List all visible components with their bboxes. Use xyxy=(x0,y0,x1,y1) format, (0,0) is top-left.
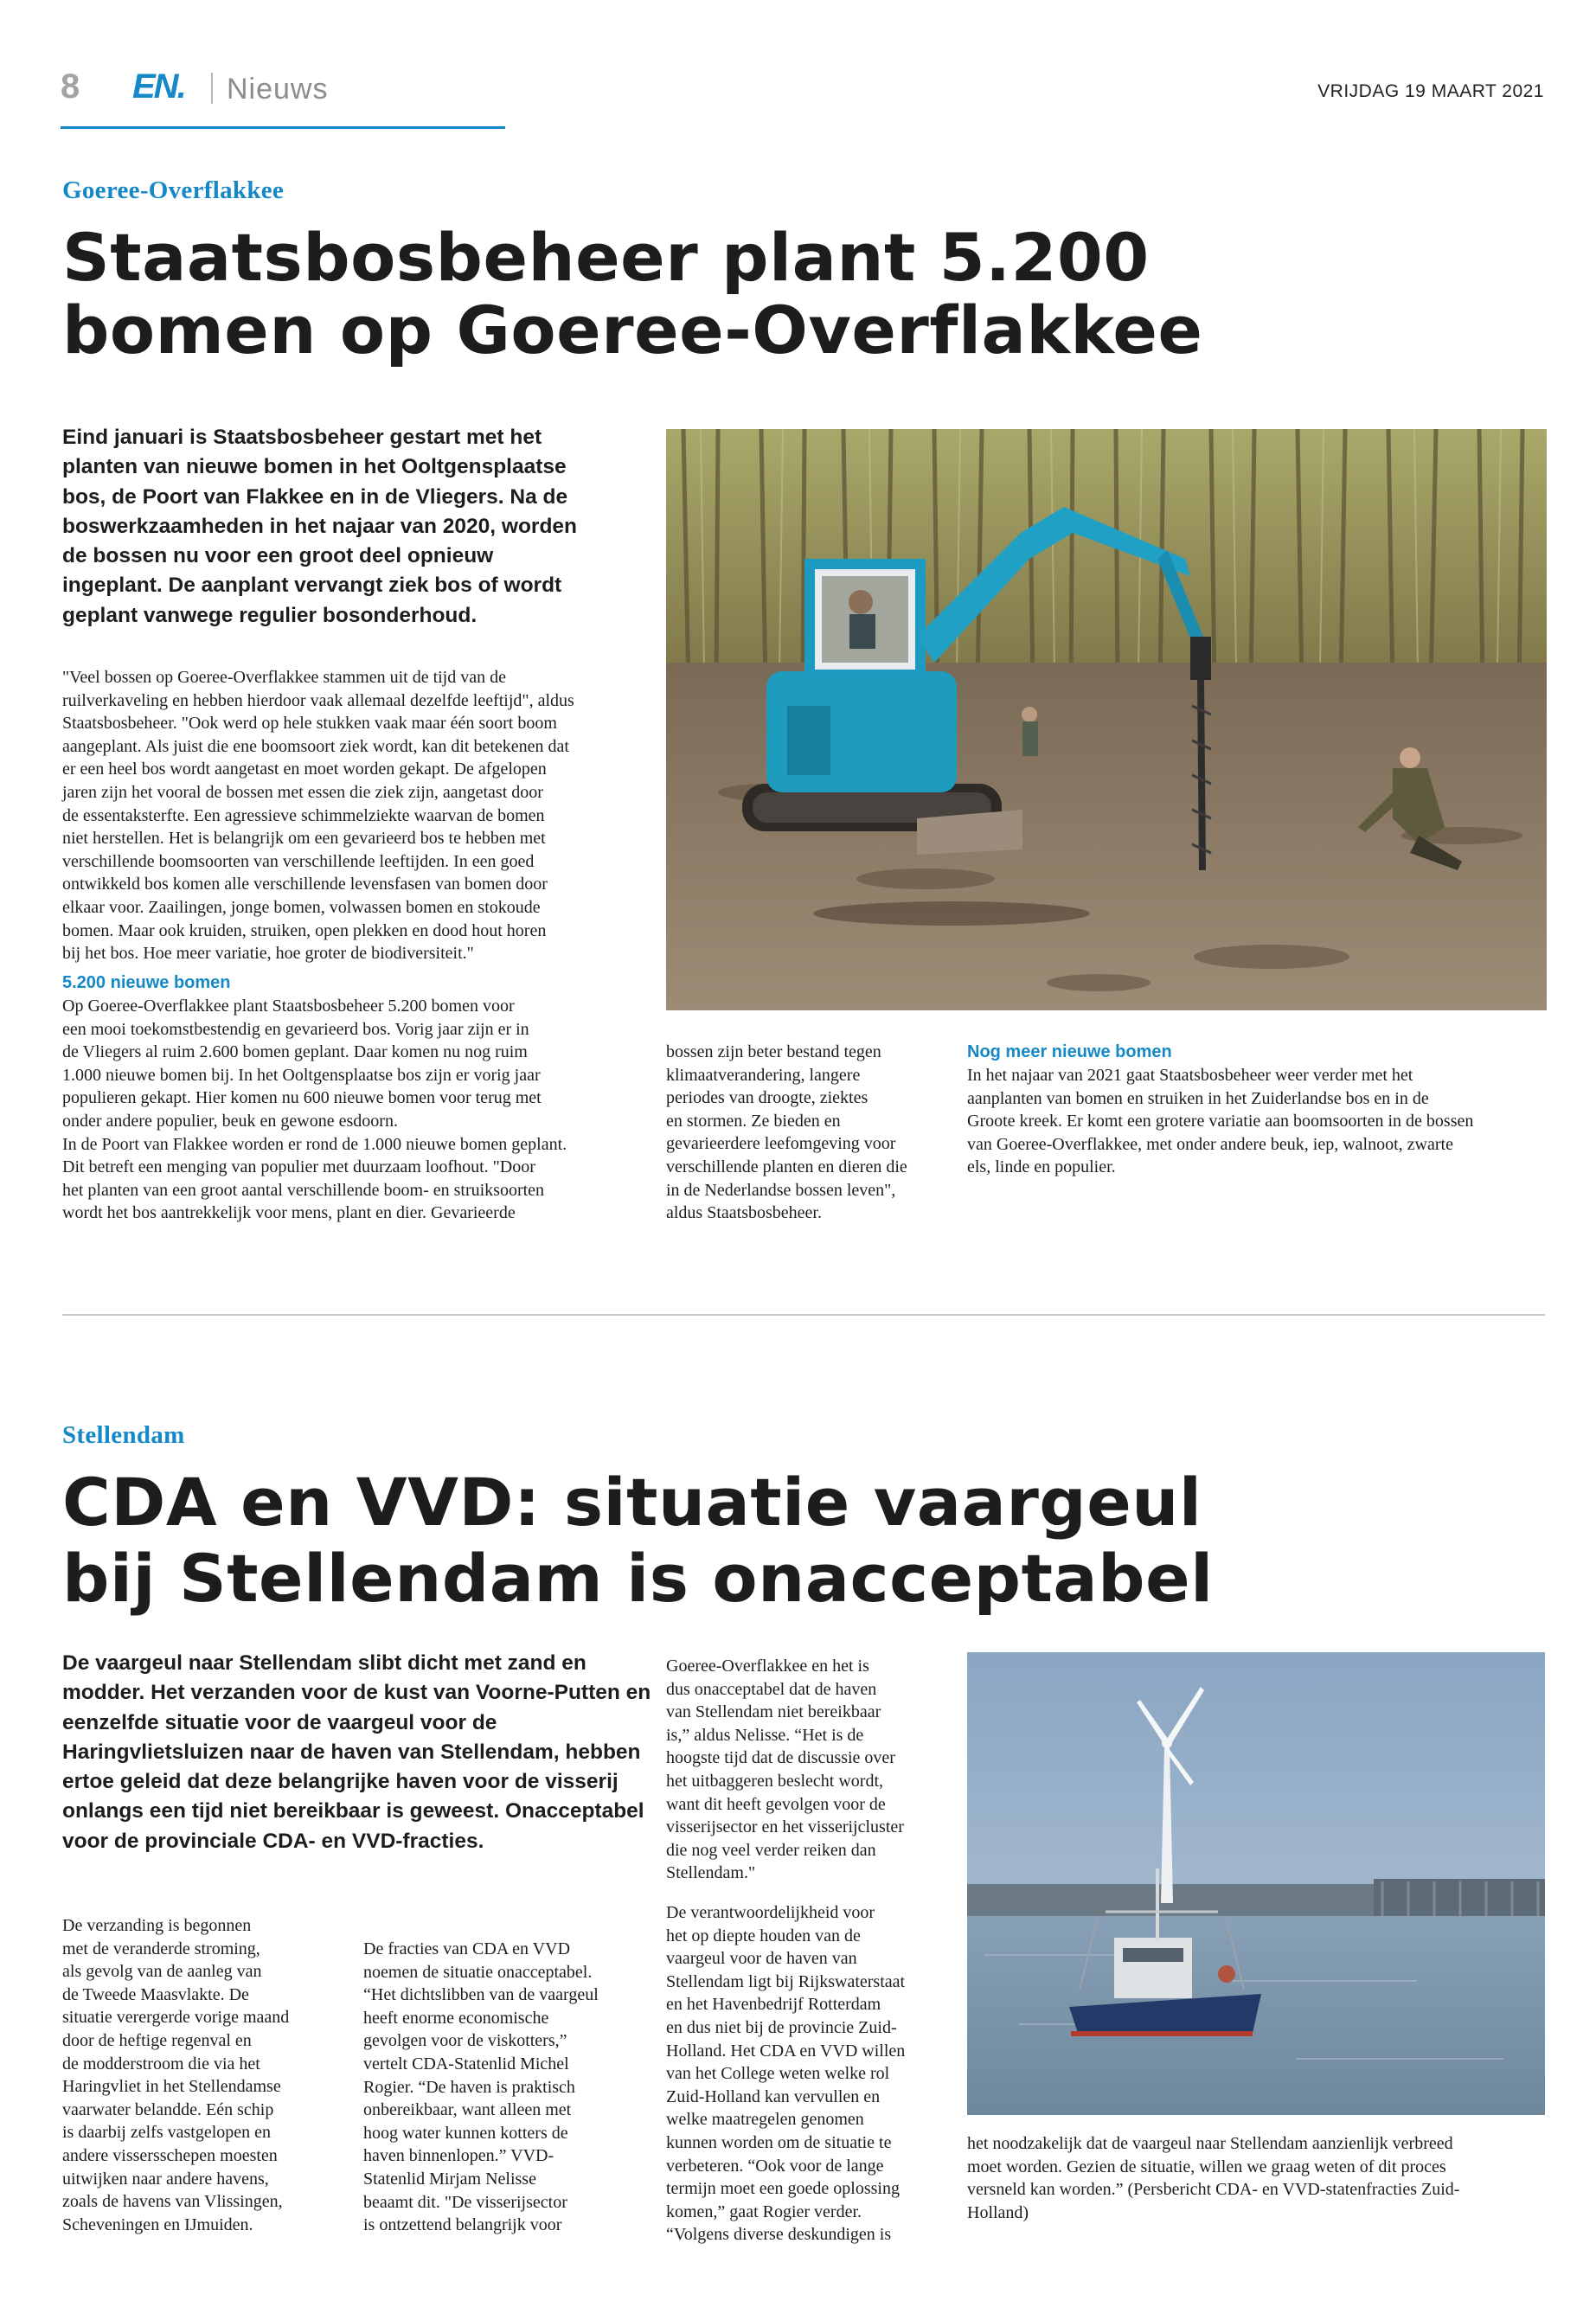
article2-kicker: Stellendam xyxy=(62,1421,185,1449)
article2-headline-line2: bij Stellendam is onacceptabel xyxy=(62,1540,1214,1617)
article1-body-col1b: Op Goeree-Overflakkee plant Staatsbosbeheer 5.200 bomen voor een mooi toekomstbestendig en gevarieerd bos. Vorig jaar zijn er in de Vliegers al ruim 2.600 bomen geplant. Daar komen nu nog ruim 1.000 nieuwe bomen bij. In het Ooltgensplaatse bos zijn er vorig jaar populieren gekapt. Hier komen nu 600 nieuwe bomen voor terug met onder andere populier, beuk en gewone esdoorn. In de Poort van Flakkee worden er rond de 1.000 nieuwe bomen geplant. Dit betreft een menging van populier met duurzaam loofhout. "Door het planten van een groot aantal verschillende boom- en struiksoorten wordt het bos aantrekkelijk voor mens, plant en dier. Gevarieerde xyxy=(62,997,567,1223)
article1-headline-line2: bomen op Goeree-Overflakkee xyxy=(62,292,1203,369)
article2-body-col2: De fracties van CDA en VVD noemen de situatie onacceptabel. “Het dichtslibben van de vaargeul heeft enorme economische gevolgen voor de viskotters,” vertelt CDA-Statenlid Michel Rogier. “De haven is praktisch onbereikbaar, want alleen met hoog water kunnen kotters de haven binnenlopen.” VVD- Statenlid Mirjam Nelisse beaamt dit. "De visserijsector is ontzettend belangrijk voor xyxy=(363,1939,599,2235)
en-logo: EN. xyxy=(132,67,185,106)
article2-body-col4: het noodzakelijk dat de vaargeul naar Stellendam aanzienlijk verbreed moet worden. Gezien de situatie, willen we graag weten of dit proces versneld kan worden.” (Persbericht CDA- en VVD-statenfracties Zuid- Holland) xyxy=(967,2134,1460,2222)
article1-body-col2: bossen zijn beter bestand tegen klimaatverandering, langere periodes van droogte, ziektes en stormen. Ze bieden en gevarieerdere leefomgeving voor verschillende planten en dieren die in de Nederlandse bossen leven", aldus Staatsbosbeheer. xyxy=(666,1042,907,1223)
article2-headline-line1: CDA en VVD: situatie vaargeul xyxy=(62,1464,1202,1541)
article2-body-col1: De verzanding is begonnen met de veranderde stroming, als gevolg van de aanleg van de Tweede Maasvlakte. De situatie verergerde vorige maand door de heftige regenval en de modderstroom die via het Haringvliet in het Stellendamse vaarwater belandde. Eén schip is daarbij zelfs vastgelopen en andere vissersschepen moesten uitwijken naar andere havens, zoals de havens van Vlissingen, Scheveningen en IJmuiden. xyxy=(62,1916,290,2234)
article1-subhead-nog-meer: Nog meer nieuwe bomen xyxy=(967,1042,1172,1061)
article1-lead: Eind januari is Staatsbosbeheer gestart met het planten van nieuwe bomen in het Ooltgensplaatse bos, de Poort van Flakkee en in de Vliegers. Na de boswerkzaamheden in het najaar van 2020, worden de bossen nu voor een groot deel opnieuw ingeplant. De aanplant vervangt ziek bos of wordt geplant vanwege regulier bosonderhoud. xyxy=(62,426,578,627)
article1-headline-line1: Staatsbosbeheer plant 5.200 xyxy=(62,219,1150,296)
issue-date: VRIJDAG 19 MAART 2021 xyxy=(1317,81,1544,101)
article2-body-col3b: De verantwoordelijkheid voor het op diepte houden van de vaargeul voor de haven van Stellendam ligt bij Rijkswaterstaat en het Havenbedrijf Rotterdam en dus niet bij de provincie Zuid- Holland. Het CDA en VVD willen van het College weten welke rol Zuid-Holland kan vervullen en welke maatregelen genomen kunnen worden om de situatie te verbeteren. “Ook voor de lange termijn moet een goede oplossing komen,” gaat Rogier verder. “Volgens diverse deskundigen is xyxy=(666,1903,906,2245)
masthead-separator xyxy=(211,73,213,104)
fishing-boat-photo xyxy=(967,1652,1545,2115)
article2-lead: De vaargeul naar Stellendam slibt dicht met zand en modder. Het verzanden voor de kust van Voorne-Putten en eenzelfde situatie voor de vaargeul voor de Haringvlietsluizen naar de haven van Stellendam, hebben ertoe geleid dat deze belangrijke haven voor de visserij onlangs een tijd niet bereikbaar is geweest. Onacceptabel voor de provinciale CDA- en VVD-fracties. xyxy=(62,1651,651,1853)
page-number: 8 xyxy=(61,67,80,106)
article1-subhead-nieuwe-bomen: 5.200 nieuwe bomen xyxy=(62,973,231,992)
article1-kicker: Goeree-Overflakkee xyxy=(62,176,285,204)
article1-body-col1: "Veel bossen op Goeree-Overflakkee stammen uit de tijd van de ruilverkaveling en hebben hierdoor vaak allemaal dezelfde leeftijd", aldus Staatsbosbeheer. "Ook werd op hele stukken vaak maar één soort boom aangeplant. Als juist die ene boomsoort ziek wordt, kan dit betekenen dat er een heel bos wordt aangetast en moet worden gekapt. De afgelopen jaren zijn het vooral de bossen met essen die ziek zijn, aangetast door de essentaksterfte. Een agressieve schimmelziekte waarvan de bomen niet herstellen. Het is belangrijk om een gevarieerd bos te hebben met verschillende boomsoorten van verschillende leeftijden. In een goed ontwikkeld bos komen alle verschillende levensfasen van bomen door elkaar voor. Zaailingen, jonge bomen, volwassen bomen en stokoude bomen. Maar ook kruiden, struiken, open plekken en dood hout horen bij het bos. Hoe meer variatie, hoe groter de biodiversiteit." xyxy=(62,668,574,964)
masthead-rule xyxy=(61,126,505,129)
article-divider xyxy=(62,1314,1545,1316)
section-label: Nieuws xyxy=(227,73,329,106)
article1-body-col3: In het najaar van 2021 gaat Staatsbosbeheer weer verder met het aanplanten van bomen en struiken in het Zuiderlandse bos en in de Groote kreek. Er komt een grotere variatie aan boomsoorten in de bossen van Goeree-Overflakkee, met onder andere beuk, iep, walnoot, zwarte els, linde en populier. xyxy=(967,1066,1474,1177)
excavator-photo xyxy=(666,429,1547,1010)
article2-body-col3a: Goeree-Overflakkee en het is dus onacceptabel dat de haven van Stellendam niet bereikbaar is,” aldus Nelisse. “Het is de hoogste tijd dat de discussie over het uitbaggeren beslecht wordt, want dit heeft gevolgen voor de visserijsector en het visserijcluster die nog veel verder reiken dan Stellendam." xyxy=(666,1657,904,1883)
